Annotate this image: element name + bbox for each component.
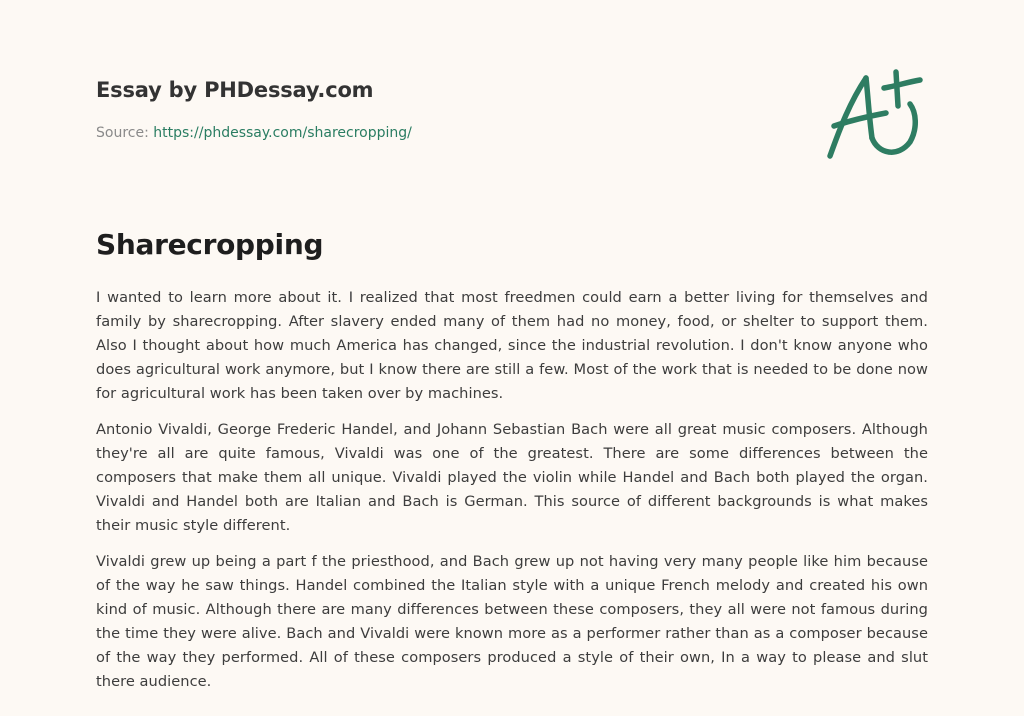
source-label: Source: [96, 125, 154, 141]
site-title: Essay by PHDessay.com [96, 78, 374, 102]
essay-paragraph: Antonio Vivaldi, George Frederic Handel, and Johann Sebastian Bach were all great music composers. Although they're all are quite famous, Vivaldi was one of the greatest. There are some differences between the composers that make them all unique. Vivaldi played the violin while Handel and Bach both played the organ. Vivaldi and Handel both are Italian and Bach is German. This source of different backgrounds is what makes their music style different. [96, 421, 928, 534]
page-header [96, 76, 928, 186]
source-line [96, 124, 412, 142]
source-link[interactable]: https://phdessay.com/sharecropping/ [153, 125, 412, 141]
essay-paragraph: Vivaldi grew up being a part f the priesthood, and Bach grew up not having very many people like him because of the way he saw things. Handel combined the Italian style with a unique French melody and created his own kind of music. Although there are many differences between these composers, they all were not famous during the time they were alive. Bach and Vivaldi were known more as a performer rather than as a composer because of the way they performed. All of these composers produced a style of their own, In a way to please and slut there audience. [96, 553, 928, 690]
essay-title: Sharecropping [96, 228, 324, 261]
a-plus-grade-icon [822, 66, 932, 166]
essay-content [96, 226, 928, 706]
essay-paragraph: I wanted to learn more about it. I realized that most freedmen could earn a better living for themselves and family by sharecropping. After slavery ended many of them had no money, food, or shelter to support them. Also I thought about how much America has changed, since the industrial revolution. I don't know anyone who does agricultural work anymore, but I know there are still a few. Most of the work that is needed to be done now for agricultural work has been taken over by machines. [96, 289, 928, 402]
